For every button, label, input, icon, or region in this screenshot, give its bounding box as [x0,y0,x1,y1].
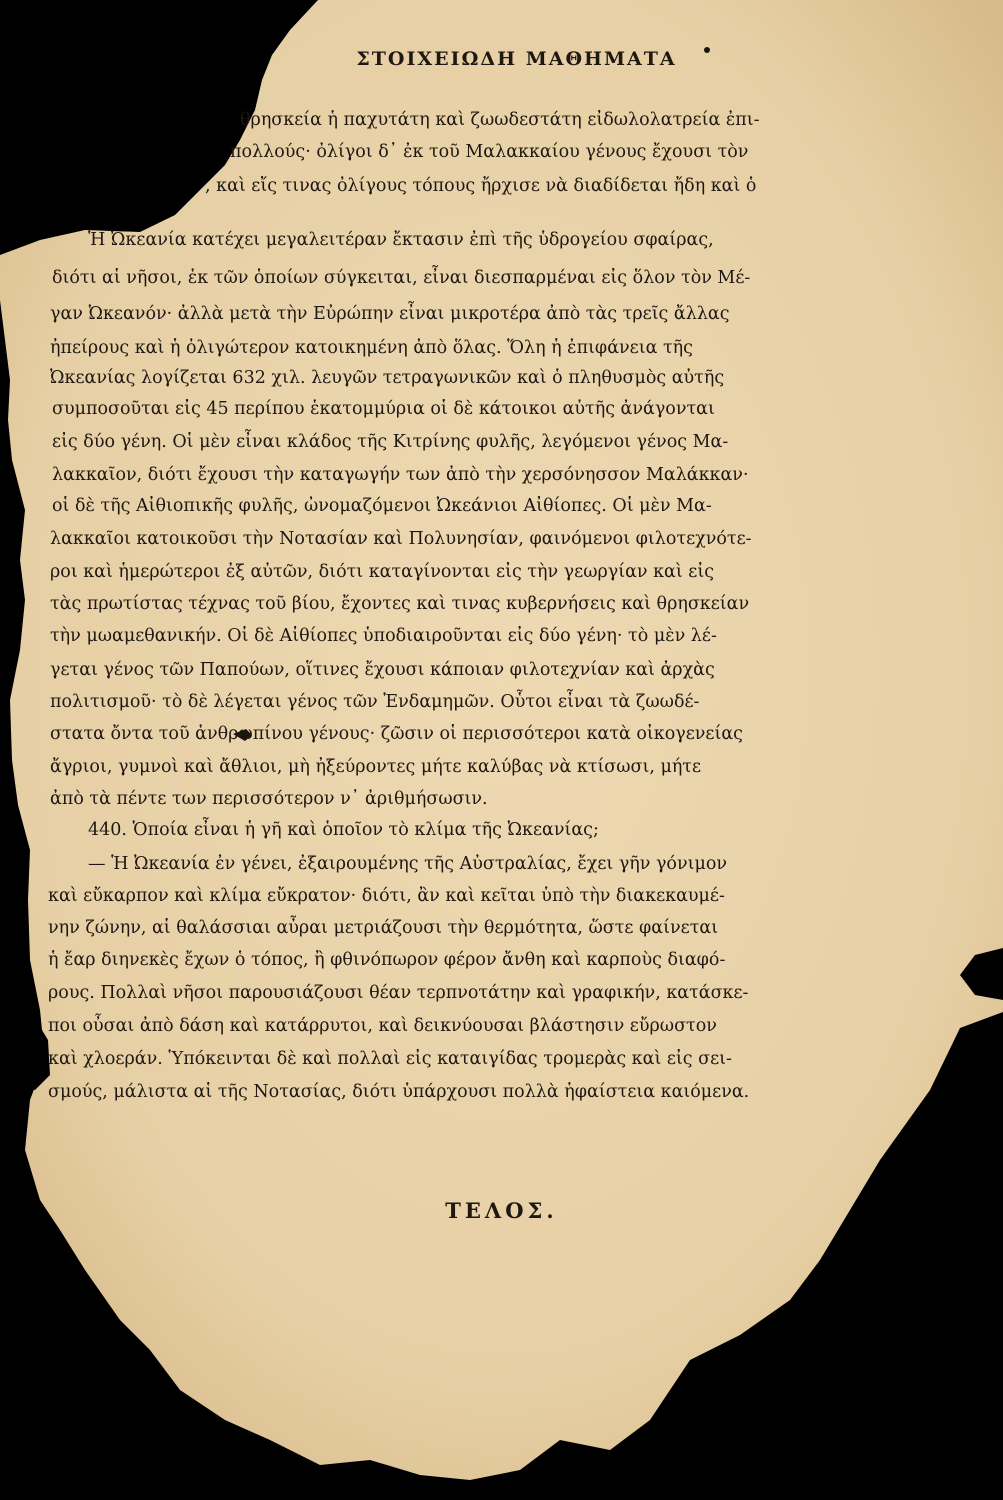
text-line-7: ἠπείρους καὶ ἡ ὀλιγώτερον κατοικημένη ἀπὸ ὅλας. Ὅλη ἡ ἐπιφάνεια τῆς [50,338,693,358]
text-line-9: συμποσοῦται εἰς 45 περίπου ἑκατομμύρια οἱ δὲ κάτοικοι αὐτῆς ἀνάγονται [52,399,715,419]
text-line-28: ποι οὖσαι ἀπὸ δάση καὶ κατάρρυτοι, καὶ δεικνύουσαι βλάστησιν εὔρωστον [48,1016,717,1036]
text-line-27: ρους. Πολλαὶ νῆσοι παρουσιάζουσι θέαν τερπνοτάτην καὶ γραφικήν, κατάσκε- [48,983,749,1003]
text-line-16: τὴν μωαμεθανικήν. Οἱ δὲ Αἰθίοπες ὑποδιαιροῦνται εἰς δύο γένη· τὸ μὲν λέ- [50,626,717,646]
text-line-25: νην ζώνην, αἱ θαλάσσιαι αὖραι μετριάζουσι τὴν θερμότητα, ὥστε φαίνεται [48,918,719,938]
text-line-6: γαν Ὠκεανόν· ἀλλὰ μετὰ τὴν Εὐρώπην εἶναι μικροτέρα ἀπὸ τὰς τρεῖς ἄλλας [50,304,730,324]
text-line-17: γεται γένος τῶν Παπούων, οἵτινες ἔχουσι κάποιαν φιλοτεχνίαν καὶ ἀρχὰς [50,660,715,680]
running-head: ΣΤΟΙΧΕΙΩΔΗ ΜΑΘΗΜΑΤΑ [356,48,677,70]
text-line-10: εἰς δύο γένη. Οἱ μὲν εἶναι κλάδος τῆς Κιτρίνης φυλῆς, λεγόμενοι γένος Μα- [52,432,729,452]
text-line-13: λακκαῖοι κατοικοῦσι τὴν Νοτασίαν καὶ Πολυνησίαν, φαινόμενοι φιλοτεχνότε- [50,529,752,549]
text-line-24: καὶ εὔκαρπον καὶ κλίμα εὔκρατον· διότι, ἂν καὶ κεῖται ὑπὸ τὴν διακεκαυμέ- [48,886,725,906]
text-line-18: πολιτισμοῦ· τὸ δὲ λέγεται γένος τῶν Ἐνδαμημῶν. Οὗτοι εἶναι τὰ ζωωδέ- [50,692,700,712]
text-line-23: — Ἡ Ὠκεανία ἐν γένει, ἐξαιρουμένης τῆς Αὐστραλίας, ἔχει γῆν γόνιμον [88,854,728,874]
the-end-heading: ΤΕΛΟΣ. [445,1198,558,1223]
text-line-20: ἄγριοι, γυμνοὶ καὶ ἄθλιοι, μὴ ἠξεύροντες μήτε καλύβας νὰ κτίσωσι, μήτε [50,757,702,777]
text-line-15: τὰς πρωτίστας τέχνας τοῦ βίου, ἔχοντες καὶ τινας κυβερνήσεις καὶ θρησκείαν [50,594,750,614]
text-line-8: Ὠκεανίας λογίζεται 632 χιλ. λευγῶν τετραγωνικῶν καὶ ὁ πληθυσμὸς αὐτῆς [50,368,725,388]
text-line-4: Ἡ Ὠκεανία κατέχει μεγαλειτέραν ἔκτασιν ἐπὶ τῆς ὑδρογείου σφαίρας, [88,230,714,250]
text-line-19: στατα ὄντα τοῦ ἀνθρωπίνου γένους· ζῶσιν οἱ περισσότεροι κατὰ οἰκογενείας [50,724,743,744]
text-line-29: καὶ χλοεράν. Ὑπόκεινται δὲ καὶ πολλαὶ εἰς καταιγίδας τρομερὰς καὶ εἰς σει- [48,1049,732,1069]
text-line-5: διότι αἱ νῆσοι, ἐκ τῶν ὁποίων σύγκειται, εἶναι διεσπαρμέναι εἰς ὅλον τὸν Μέ- [52,268,751,288]
text-line-2: πολλούς· ὀλίγοι δ᾽ ἐκ τοῦ Μαλακκαίου γένους ἔχουσι τὸν [230,142,749,162]
text-line-30: σμούς, μάλιστα αἱ τῆς Νοτασίας, διότι ὑπάρχουσι πολλὰ ἡφαίστεια καιόμενα. [48,1082,750,1102]
text-line-12: οἱ δὲ τῆς Αἰθιοπικῆς φυλῆς, ὠνομαζόμενοι Ὠκεάνιοι Αἰθίοπες. Οἱ μὲν Μα- [52,496,712,516]
text-line-3: , καὶ εἴς τινας ὀλίγους τόπους ἤρχισε νὰ διαδίδεται ἤδη καὶ ὁ [205,176,757,196]
question-440: 440. Ὁποία εἶναι ἡ γῆ καὶ ὁποῖον τὸ κλίμα τῆς Ὠκεανίας; [88,820,599,840]
text-line-1: θρησκεία ἡ παχυτάτη καὶ ζωωδεστάτη εἰδωλολατρεία ἐπι- [240,110,760,130]
text-line-26: ἡ ἔαρ διηνεκὲς ἔχων ὁ τόπος, ἢ φθινόπωρον φέρον ἄνθη καὶ καρποὺς διαφό- [48,950,726,970]
text-line-11: λακκαῖον, διότι ἔχουσι τὴν καταγωγήν των ἀπὸ τὴν χερσόνησσον Μαλάκκαν· [52,465,749,485]
text-line-14: ροι καὶ ἡμερώτεροι ἐξ αὐτῶν, διότι καταγίνονται εἰς τὴν γεωργίαν καὶ εἰς [50,562,715,582]
text-line-21: ἀπὸ τὰ πέντε των περισσότερον ν᾽ ἀριθμήσωσιν. [50,789,488,809]
